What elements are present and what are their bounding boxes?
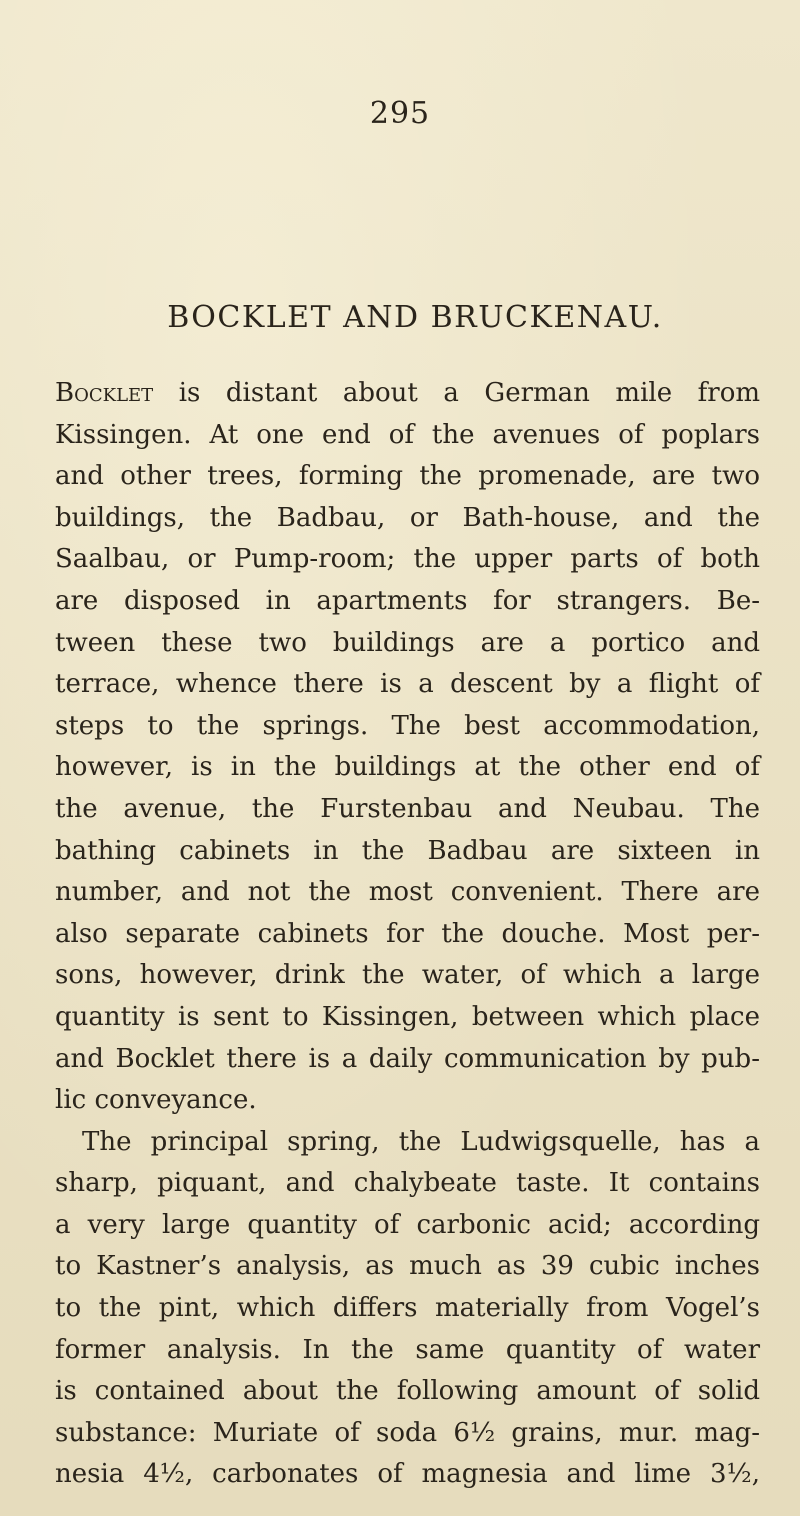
text-line: tween these two buildings are a portico and [55,627,760,658]
page-number: 295 [369,96,431,131]
text-line: to Kastner’s analysis, as much as 39 cubic inches [55,1251,760,1282]
text-line: is contained about the following amount of solid [55,1376,760,1407]
text-line: substance: Muriate of soda 6½ grains, mur. mag- [55,1417,760,1448]
text-line: Bocklet is distant about a German mile from [55,378,760,408]
text-line: however, is in the buildings at the other end of [55,752,760,783]
text-line: terrace, whence there is a descent by a flight of [55,669,760,700]
text-line: quantity is sent to Kissingen, between which place [55,1001,760,1032]
text-line: to the pint, which differs materially from Vogel’s [55,1293,760,1324]
body-text [55,373,760,1496]
text-line: The principal spring, the Ludwigsquelle, has a [82,1126,760,1157]
text-line: sons, however, drink the water, of which a large [55,960,760,991]
chapter-title: BOCKLET AND BRUCKENAU. [167,300,663,335]
text-line: steps to the springs. The best accommodation, [55,710,760,741]
text-line: lic conveyance. [55,1085,257,1116]
lead-word: Bocklet [55,378,154,408]
text-line: buildings, the Badbau, or Bath-house, and the [55,502,760,533]
text-line: Kissingen. At one end of the avenues of poplars [55,419,760,450]
text-line: nesia 4½, carbonates of magnesia and lime 3½, [55,1459,760,1490]
text-line: a very large quantity of carbonic acid; according [55,1209,760,1240]
text-line: are disposed in apartments for strangers. Be- [55,585,760,616]
text-line: sharp, piquant, and chalybeate taste. It contains [55,1168,760,1199]
text-line: number, and not the most convenient. There are [55,877,760,908]
text-line: former analysis. In the same quantity of water [55,1334,760,1365]
text-line: bathing cabinets in the Badbau are sixteen in [55,835,760,866]
text-line: the avenue, the Furstenbau and Neubau. The [55,793,760,824]
text-line: Saalbau, or Pump-room; the upper parts of both [55,544,760,575]
text-line: also separate cabinets for the douche. Most per- [55,918,760,949]
text-line: and other trees, forming the promenade, are two [55,461,760,492]
text-line: and Bocklet there is a daily communication by pub- [55,1043,760,1074]
